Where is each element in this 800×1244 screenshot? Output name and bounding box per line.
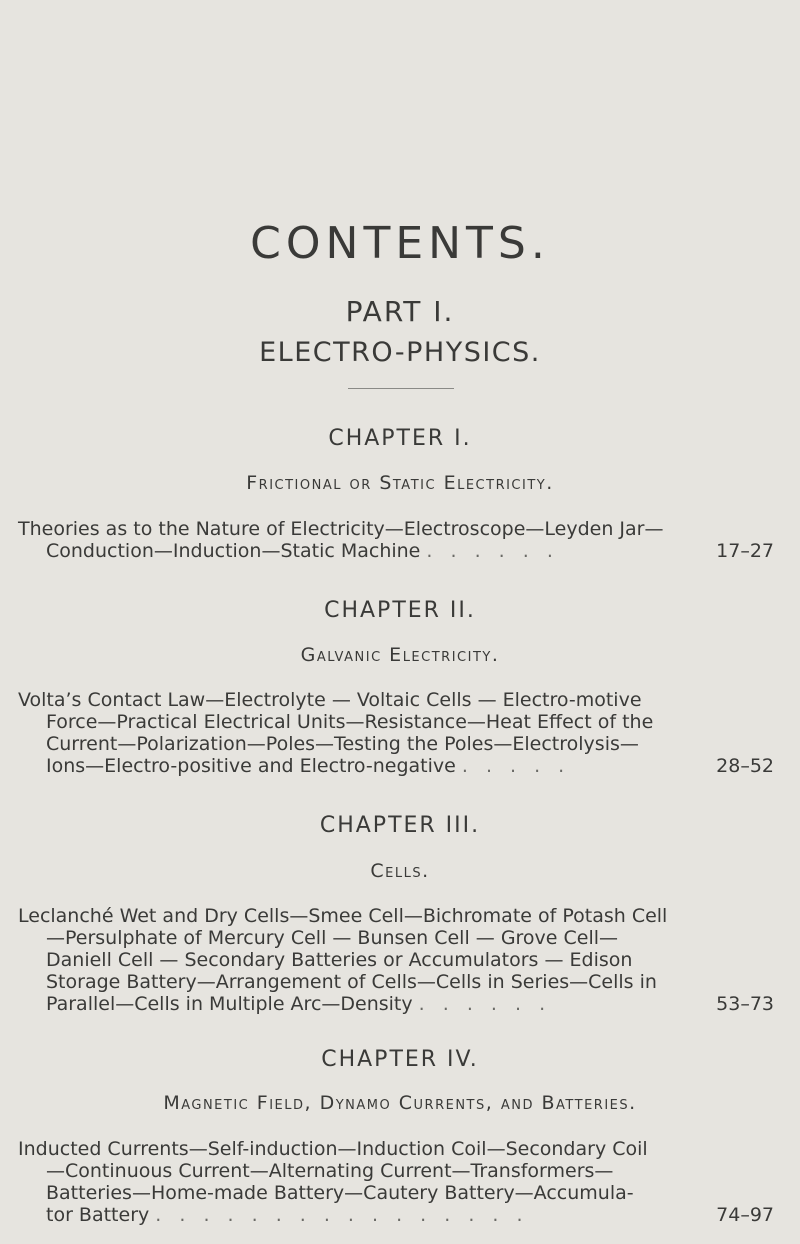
chapter-2-line: Volta’s Contact Law—Electrolyte — Voltaic Cells — Electro-motive <box>18 689 642 711</box>
chapter-3-line: Daniell Cell — Secondary Batteries or Accumulators — Edison <box>46 949 633 971</box>
chapter-3-last-line <box>18 993 774 1015</box>
chapter-4-line: tor Battery <box>46 1204 150 1226</box>
chapter-4-line: Inducted Currents—Self-induction—Induction Coil—Secondary Coil <box>18 1138 648 1160</box>
chapter-2-last-line <box>18 755 774 777</box>
chapter-4-line: Batteries—Home-made Battery—Cautery Battery—Accumula- <box>46 1182 634 1204</box>
chapter-2-line: Current—Polarization—Poles—Testing the Poles—Electrolysis— <box>46 733 639 755</box>
chapter-1-entry <box>18 518 774 562</box>
chapter-2-pages: 28–52 <box>716 755 774 777</box>
chapter-3-pages: 53–73 <box>716 993 774 1015</box>
chapter-4-entry <box>18 1138 774 1226</box>
chapter-1-last-line <box>18 540 774 562</box>
leader-dots: . . . . . . <box>418 993 552 1015</box>
chapter-4-last-line <box>18 1204 774 1226</box>
chapter-3-subject: Cells. <box>370 860 430 882</box>
chapter-1-subject: Frictional or Static Electricity. <box>246 472 554 494</box>
part-label: PART I. <box>345 295 455 328</box>
chapter-4-pages: 74–97 <box>716 1204 774 1226</box>
chapter-2-entry <box>18 689 774 777</box>
chapter-3-line: Storage Battery—Arrangement of Cells—Cells in Series—Cells in <box>46 971 657 993</box>
leader-dots: . . . . . . <box>426 540 559 562</box>
page-title: CONTENTS. <box>250 218 550 269</box>
chapter-2-subject: Galvanic Electricity. <box>300 644 500 666</box>
chapter-1-pages: 17–27 <box>716 540 774 562</box>
part-title: ELECTRO-PHYSICS. <box>259 337 541 368</box>
chapter-3-line: Parallel—Cells in Multiple Arc—Density <box>46 993 413 1015</box>
chapter-1-heading: CHAPTER I. <box>328 426 472 451</box>
leader-dots: . . . . . <box>461 755 571 777</box>
chapter-1-line: Theories as to the Nature of Electricity—Electroscope—Leyden Jar— <box>18 518 664 540</box>
leader-dots: . . . . . . . . . . . . . . . . <box>155 1204 529 1226</box>
chapter-4-heading: CHAPTER IV. <box>321 1047 479 1072</box>
chapter-1-line: Conduction—Induction—Static Machine <box>46 540 421 562</box>
chapter-2-line: Ions—Electro-positive and Electro-negative <box>46 755 456 777</box>
chapter-2-line: Force—Practical Electrical Units—Resistance—Heat Effect of the <box>46 711 654 733</box>
chapter-4-line: —Continuous Current—Alternating Current—Transformers— <box>46 1160 614 1182</box>
chapter-3-entry <box>18 905 774 1015</box>
chapter-4-subject: Magnetic Field, Dynamo Currents, and Batteries. <box>163 1092 637 1114</box>
chapter-2-heading: CHAPTER II. <box>324 598 476 623</box>
chapter-3-line: —Persulphate of Mercury Cell — Bunsen Cell — Grove Cell— <box>46 927 619 949</box>
divider-rule <box>348 388 454 389</box>
chapter-3-heading: CHAPTER III. <box>319 813 481 838</box>
chapter-3-line: Leclanché Wet and Dry Cells—Smee Cell—Bichromate of Potash Cell <box>18 905 668 927</box>
